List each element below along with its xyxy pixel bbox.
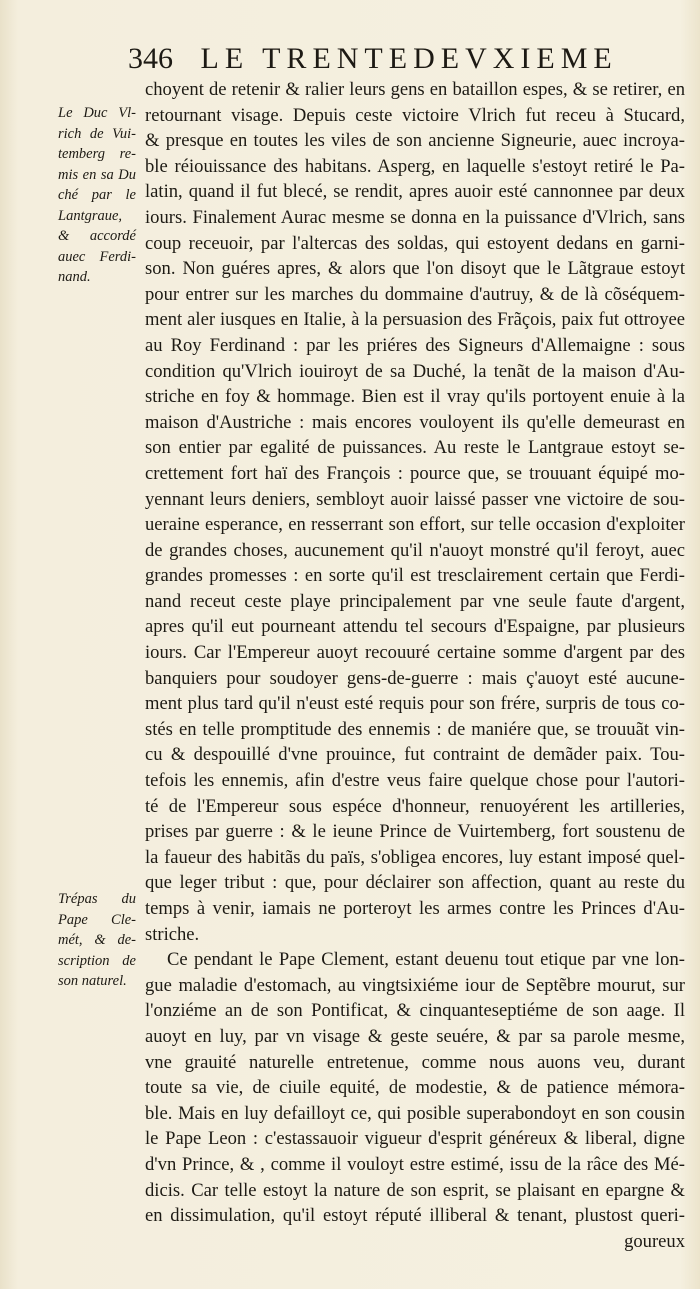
text-line: banquiers pour soudoyer gens-de-guerre : mais ç'auoyt esté aucune- [145,667,685,689]
catchword: goureux [624,1230,685,1252]
margin-note-line: ché par le [58,187,136,203]
text-line: l'onziéme an de son Pontificat, & cinquanteseptiéme de son aage. Il [145,1000,685,1022]
margin-note-line: Le Duc Vl- [58,105,136,121]
running-title: LE TRENTEDEVXIEME [200,42,618,75]
text-line: ble réiouissance des habitans. Asperg, en laquelle s'estoyt retiré le Pa- [145,155,685,177]
margin-note-line: auec Ferdi- [58,248,136,265]
margin-note-line: son naturel. [58,973,127,989]
margin-note-line: & accordé [58,228,136,244]
text-line: té de l'Empereur sous espéce d'honneur, renuoyérent les artilleries, [145,795,685,817]
paragraph-ulrich [145,77,685,947]
margin-note-line: Pape Cle- [58,911,136,928]
text-line: apres qu'il eut pourneant attendu tel secours d'Espaigne, par plusieurs [145,616,685,638]
margin-note-line: mét, & de- [58,932,136,948]
text-line: auoyt en luy, par vn visage & geste seuére, & par sa parole mesme, [145,1025,685,1047]
text-line: toute sa vie, de ciuile equité, de modestie, & de patience mémora- [145,1077,685,1099]
text-line: dicis. Car telle estoyt la nature de son esprit, se plaisant en epargne & [145,1179,685,1201]
text-line: striche. [145,923,200,945]
text-line: en dissimulation, qu'il estoyt réputé illiberal & tenant, plustost queri- [145,1205,685,1227]
margin-note-line: nand. [58,269,91,285]
body-text [145,77,685,1254]
text-line: retournant visage. Depuis ceste victoire Vlrich fut receu à Stucard, [145,104,685,126]
text-line: temps à venir, iamais ne porteroyt les armes contre les Princes d'Au- [145,898,685,919]
margin-note-line: temberg re- [58,146,136,162]
text-line: de grandes choses, aucunement qu'il n'auoyt monstré qu'il feroyt, auec [145,539,685,561]
text-line: prises par guerre : & le ieune Prince de Vuirtemberg, fort soustenu de [145,821,685,843]
text-line: striche en foy & hommage. Bien est il vray qu'ils portoyent enuie à la [145,386,685,408]
text-line: latin, quand il fut blecé, se rendit, apres auoir esté cannonnee par deux [145,181,685,203]
text-line: crettement fort haï des François : pource que, se trouuant équipé mo- [145,462,685,484]
margin-note-duke-ulrich [58,103,136,288]
text-line: la faueur des habitãs du païs, s'obligea encores, luy estant imposé quel- [145,846,685,868]
text-line: yennant leurs deniers, sembloyt auoir laissé passer vne victoire de sou- [145,488,685,510]
text-line: choyent de retenir & ralier leurs gens en bataillon espes, & se retirer, en [145,79,685,100]
text-line: nand receut ceste playe principalement par vne seule faute d'argent, [145,590,685,612]
margin-note-line: Lantgraue, [58,207,123,224]
margin-note-pope-clement [58,889,136,992]
text-line: grandes promesses : en sorte qu'il est tresclairement certain que Ferdi- [145,565,685,587]
text-line: le Pape Leon : c'estassauoir vigueur d'esprit généreux & liberal, digne [145,1128,685,1150]
running-header [128,40,688,78]
text-line: pour entrer sur les marches du dommaine d'autruy, & de là cõséquem- [145,283,685,305]
text-line: ueraine esperance, en resserrant son effort, sur telle occasion d'exploiter [145,514,685,536]
margin-note-line: Trépas du [58,891,136,907]
text-line: condition qu'Vlrich iouiroyt de sa Duché, la tenãt de la maison d'Au- [145,360,685,382]
text-line: d'vn Prince, & , comme il vouloyt estre estimé, issu de la râce des Mé- [145,1153,685,1175]
text-line: stés en telle promptitude des ennemis : de maniére que, se trouuãt vin- [145,718,685,740]
text-line: que leger tribut : que, pour déclairer son affection, quant au reste du [145,872,685,894]
text-line: Ce pendant le Pape Clement, estant deuenu tout etique par vne lon- [167,949,685,971]
margin-note-line: scription de [58,952,136,969]
text-line: iours. Car l'Empereur auoyt recouuré certaine somme d'argent par des [145,642,685,664]
text-line: vne grauité naturelle entretenue, comme nous auons veu, durant [145,1051,685,1073]
text-line: ment aler iusques en Italie, à la persuasion des Frãçois, paix fut ottroyee [145,309,685,331]
text-line: coup receuoir, par l'altercas des soldas, qui estoyent dedans en garni- [145,232,685,254]
text-line: iours. Finalement Aurac mesme se donna en la puissance d'Vlrich, sans [145,206,685,228]
text-line: maison d'Austriche : mais encores vouloyent ils qu'elle demeurast en [145,411,685,433]
margin-note-line: mis en sa Du [58,166,136,183]
text-line: son entier par egalité de puissances. Au reste le Lantgraue estoyt se- [145,437,685,459]
text-line: ment plus tard qu'il n'eust esté requis pour son frére, surpris de tous co- [145,693,685,715]
text-line: ble. Mais en luy defailloyt ce, qui posible superabondoyt en son cousin [145,1102,685,1124]
paragraph-pope-clement [145,947,685,1229]
text-line: cu & despouillé d'vne prouince, fut contraint de demãder paix. Tou- [145,744,685,766]
text-line: & presque en toutes les viles de son ancienne Signeurie, auec incroya- [145,130,685,152]
text-line: tefois les ennemis, afin d'estre veus faire quelque chose pour l'autori- [145,770,685,792]
text-line: son. Non guéres apres, & alors que l'on disoyt que le Lãtgraue estoyt [145,258,685,280]
text-line: au Roy Ferdinand : par les priéres des Signeurs d'Allemaigne : sous [145,334,685,356]
margin-note-line: rich de Vui- [58,125,136,142]
text-line: gue maladie d'estomach, au vingtsixiéme iour de Septẽbre mourut, sur [145,974,685,996]
page-number: 346 [128,42,173,75]
